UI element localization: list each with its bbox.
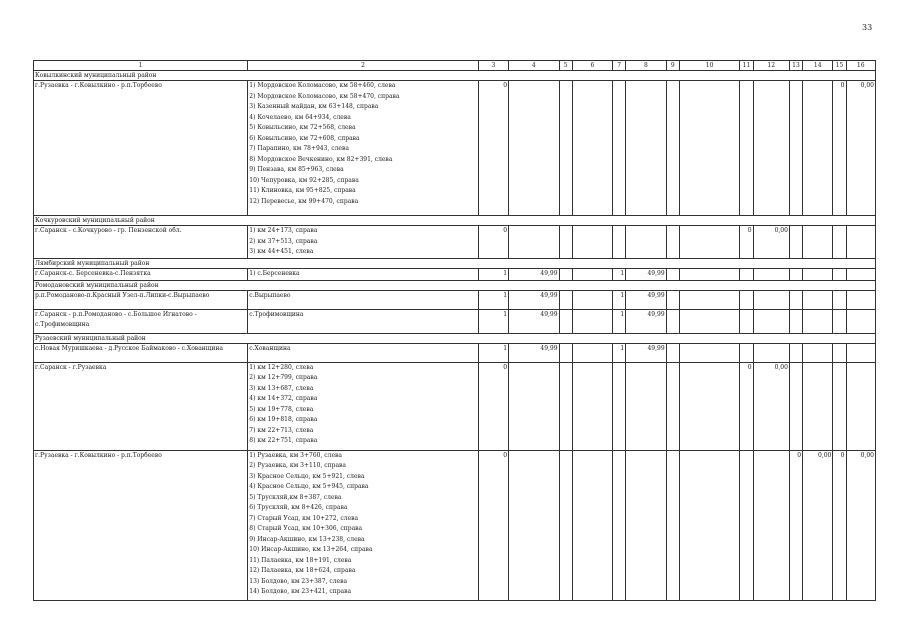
stop-item: 1) Мордовское Коломасово, км 58+460, слева	[249, 82, 396, 89]
value-cell-col16: 0,00	[846, 450, 876, 600]
table-row	[34, 290, 876, 309]
value-cell-col10	[679, 226, 740, 259]
stop-item: 11) Палаевка, км 18+191, слева	[249, 556, 352, 564]
route-cell: г.Рузаевка - г.Ковылкино - р.п.Торбеево	[34, 450, 248, 600]
value-cell-col5	[559, 268, 572, 280]
stop-item: 6) км 19+818, справа	[249, 416, 318, 423]
section-title: Ковылкинский муниципальный район	[34, 71, 876, 81]
column-header: 6	[572, 61, 612, 71]
stop-item: с.Хованщина	[249, 344, 291, 352]
stop-item: 14) Болдово, км 23+421, справа	[249, 588, 352, 595]
column-header: 2	[248, 61, 478, 71]
section-title: Кочкуровский муниципальный район	[34, 216, 876, 226]
value-cell-col8: 49,99	[626, 309, 666, 333]
value-cell-col5	[559, 226, 572, 259]
stop-item: 6) Трускляй, км 8+426, справа	[249, 504, 348, 511]
value-cell-col10	[679, 81, 740, 216]
section-title: Ромодановский муниципальный район	[34, 280, 876, 290]
value-cell-col4	[509, 362, 560, 450]
stop-item: с.Трофимовщина	[249, 310, 304, 318]
column-header: 5	[559, 61, 572, 71]
value-cell-col7: 1	[613, 309, 626, 333]
section-row	[34, 216, 876, 226]
value-cell-col15	[833, 362, 846, 450]
stops-cell	[248, 226, 478, 259]
value-cell-col12	[753, 343, 789, 362]
route-cell: г.Саранск-с. Берсеневка-с.Пензятка	[34, 268, 248, 280]
value-cell-col9	[666, 362, 679, 450]
value-cell-col7	[613, 226, 626, 259]
value-cell-col6	[572, 450, 612, 600]
table-body	[34, 61, 876, 601]
table-row	[34, 226, 876, 259]
value-cell-col14: 0,00	[803, 450, 833, 600]
value-cell-col3: 0	[478, 226, 508, 259]
table-row	[34, 343, 876, 362]
value-cell-col15	[833, 290, 846, 309]
stop-item: 7) Старый Усад, км 10+272, слева	[249, 514, 359, 522]
route-cell: р.п.Ромоданово-п.Красный Узел-п.Липки-с.Вырыпаево	[34, 290, 248, 309]
stop-item: 5) Трускляй,км 8+387, слева	[249, 493, 342, 501]
stop-item: 3) Казенный майдан, км 63+148, справа	[249, 103, 379, 110]
value-cell-col16	[846, 290, 876, 309]
value-cell-col7	[613, 362, 626, 450]
stop-item: 2) км 12+799, справа	[249, 374, 318, 381]
value-cell-col10	[679, 268, 740, 280]
column-header: 8	[626, 61, 666, 71]
header-row	[34, 61, 876, 71]
stop-item: 7) Парапино, км 78+943, слева	[249, 145, 349, 152]
value-cell-col13	[789, 226, 802, 259]
value-cell-col12	[753, 450, 789, 600]
stops-cell	[248, 81, 478, 216]
value-cell-col7	[613, 81, 626, 216]
stop-item: 3) км 44+451, слева	[249, 248, 314, 255]
value-cell-col7: 1	[613, 290, 626, 309]
column-header: 4	[509, 61, 560, 71]
stop-item: 4) Кочелаево, км 64+934, слева	[249, 113, 351, 121]
section-row	[34, 71, 876, 81]
value-cell-col13: 0	[789, 450, 802, 600]
column-header: 15	[833, 61, 846, 71]
value-cell-col4: 49,99	[509, 309, 560, 333]
value-cell-col16: 0,00	[846, 81, 876, 216]
stops-cell	[248, 309, 478, 333]
stop-item: 1) км 24+173, справа	[249, 227, 318, 234]
value-cell-col12	[753, 290, 789, 309]
value-cell-col8	[626, 362, 666, 450]
value-cell-col11	[740, 343, 753, 362]
route-cell: г.Саранск - р.п.Ромоданово - с.Большое Игнатово - с.Трофимовщина	[34, 309, 248, 333]
stop-item: 1) км 12+280, слева	[249, 363, 314, 371]
stops-cell	[248, 450, 478, 600]
value-cell-col6	[572, 362, 612, 450]
value-cell-col5	[559, 81, 572, 216]
value-cell-col3: 1	[478, 309, 508, 333]
value-cell-col9	[666, 309, 679, 333]
stop-item: 1) с.Берсеневка	[249, 269, 300, 277]
value-cell-col13	[789, 309, 802, 333]
stop-item: 2) км 37+513, справа	[249, 237, 318, 245]
value-cell-col14	[803, 290, 833, 309]
value-cell-col10	[679, 362, 740, 450]
stop-item: 5) км 19+778, слева	[249, 405, 314, 413]
value-cell-col6	[572, 309, 612, 333]
value-cell-col11	[740, 268, 753, 280]
route-cell: г.Саранск - г.Рузаевка	[34, 362, 248, 450]
stop-item: 13) Болдово, км 23+387, слева	[249, 577, 348, 585]
value-cell-col8	[626, 450, 666, 600]
column-header: 9	[666, 61, 679, 71]
stop-item: 11) Клиновка, км 95+825, справа	[249, 187, 356, 194]
value-cell-col12: 0,00	[753, 226, 789, 259]
value-cell-col4	[509, 450, 560, 600]
value-cell-col11	[740, 81, 753, 216]
section-title: Рузаевский муниципальный район	[34, 333, 876, 343]
value-cell-col8	[626, 226, 666, 259]
column-header: 16	[846, 61, 876, 71]
stop-item: 10) Инсар-Акшино, км 13+264, справа	[249, 546, 373, 553]
value-cell-col9	[666, 343, 679, 362]
value-cell-col6	[572, 343, 612, 362]
value-cell-col12: 0,00	[753, 362, 789, 450]
value-cell-col14	[803, 309, 833, 333]
stops-cell	[248, 343, 478, 362]
stop-item: 3) Красное Сельцо, км 5+921, слева	[249, 472, 365, 480]
stop-item: 12) Палаевка, км 18+624, справа	[249, 567, 356, 574]
value-cell-col15	[833, 226, 846, 259]
value-cell-col16	[846, 226, 876, 259]
stop-item: 7) км 22+713, слева	[249, 426, 314, 434]
value-cell-col4	[509, 81, 560, 216]
table-row	[34, 268, 876, 280]
value-cell-col11	[740, 290, 753, 309]
value-cell-col3: 0	[478, 362, 508, 450]
stops-cell	[248, 290, 478, 309]
value-cell-col8: 49,99	[626, 290, 666, 309]
value-cell-col14	[803, 226, 833, 259]
value-cell-col11	[740, 309, 753, 333]
value-cell-col8	[626, 81, 666, 216]
table-row	[34, 81, 876, 216]
value-cell-col5	[559, 290, 572, 309]
section-title: Лямбирский муниципальный район	[34, 258, 876, 268]
value-cell-col4: 49,99	[509, 343, 560, 362]
stop-item: 2) Рузаевка, км 3+110, справа	[249, 462, 347, 469]
value-cell-col13	[789, 362, 802, 450]
stops-cell	[248, 362, 478, 450]
value-cell-col15: 0	[833, 450, 846, 600]
value-cell-col13	[789, 81, 802, 216]
value-cell-col8: 49,99	[626, 343, 666, 362]
value-cell-col7	[613, 450, 626, 600]
value-cell-col16	[846, 343, 876, 362]
value-cell-col3: 1	[478, 343, 508, 362]
value-cell-col16	[846, 309, 876, 333]
value-cell-col9	[666, 290, 679, 309]
stop-item: 8) км 22+751, справа	[249, 437, 318, 444]
column-header: 14	[803, 61, 833, 71]
table-row	[34, 450, 876, 600]
value-cell-col10	[679, 290, 740, 309]
value-cell-col3: 0	[478, 450, 508, 600]
value-cell-col13	[789, 268, 802, 280]
value-cell-col12	[753, 81, 789, 216]
stop-item: 6) Ковыльсино, км 72+608, справа	[249, 134, 360, 142]
value-cell-col5	[559, 362, 572, 450]
value-cell-col9	[666, 450, 679, 600]
value-cell-col14	[803, 81, 833, 216]
column-header: 11	[740, 61, 753, 71]
value-cell-col11: 0	[740, 226, 753, 259]
value-cell-col16	[846, 268, 876, 280]
value-cell-col13	[789, 290, 802, 309]
route-cell: г.Саранск - с.Кочкурово - гр. Пензенской обл.	[34, 226, 248, 259]
route-cell: г.Рузаевка - г.Ковылкино - р.п.Торбеево	[34, 81, 248, 216]
value-cell-col4	[509, 226, 560, 259]
column-header: 13	[789, 61, 802, 71]
value-cell-col14	[803, 268, 833, 280]
value-cell-col10	[679, 343, 740, 362]
value-cell-col11: 0	[740, 362, 753, 450]
value-cell-col14	[803, 362, 833, 450]
value-cell-col8: 49,99	[626, 268, 666, 280]
section-row	[34, 258, 876, 268]
stop-item: 12) Перевесье, км 99+470, справа	[249, 197, 359, 205]
value-cell-col4: 49,99	[509, 268, 560, 280]
value-cell-col15	[833, 309, 846, 333]
stop-item: 4) Красное Сельцо, км 5+945, справа	[249, 483, 369, 490]
value-cell-col3: 0	[478, 81, 508, 216]
stop-item: 9) Пензава, км 85+963, слева	[249, 166, 344, 173]
value-cell-col6	[572, 290, 612, 309]
value-cell-col7: 1	[613, 343, 626, 362]
value-cell-col11	[740, 450, 753, 600]
value-cell-col15	[833, 343, 846, 362]
column-header: 12	[753, 61, 789, 71]
value-cell-col5	[559, 450, 572, 600]
page-number: 33	[862, 23, 873, 32]
value-cell-col5	[559, 343, 572, 362]
value-cell-col5	[559, 309, 572, 333]
stop-item: 9) Инсар-Акшино, км 13+238, слева	[249, 535, 365, 543]
table-row	[34, 362, 876, 450]
value-cell-col7: 1	[613, 268, 626, 280]
value-cell-col16	[846, 362, 876, 450]
value-cell-col10	[679, 309, 740, 333]
value-cell-col6	[572, 81, 612, 216]
stop-item: 3) км 13+687, слева	[249, 384, 314, 392]
report-table	[33, 60, 876, 601]
value-cell-col12	[753, 268, 789, 280]
column-header: 1	[34, 61, 248, 71]
value-cell-col13	[789, 343, 802, 362]
stop-item: 8) Мордовское Вечкенино, км 82+391, слева	[249, 155, 393, 163]
column-header: 10	[679, 61, 740, 71]
value-cell-col14	[803, 343, 833, 362]
value-cell-col4: 49,99	[509, 290, 560, 309]
value-cell-col12	[753, 309, 789, 333]
section-row	[34, 333, 876, 343]
stop-item: с.Вырыпаево	[249, 291, 291, 299]
value-cell-col9	[666, 81, 679, 216]
value-cell-col3: 1	[478, 290, 508, 309]
stop-item: 1) Рузаевка, км 3+760, слева	[249, 451, 342, 459]
stop-item: 8) Старый Усад, км 10+306, справа	[249, 525, 363, 532]
table-row	[34, 309, 876, 333]
stops-cell	[248, 268, 478, 280]
value-cell-col10	[679, 450, 740, 600]
value-cell-col15: 0	[833, 81, 846, 216]
stop-item: 4) км 14+372, справа	[249, 395, 318, 402]
value-cell-col3: 1	[478, 268, 508, 280]
column-header: 7	[613, 61, 626, 71]
stop-item: 5) Ковыльсино, км 72+568, слева	[249, 124, 356, 131]
stop-item: 2) Мордовское Коломасово, км 58+470, справа	[249, 92, 400, 100]
value-cell-col6	[572, 226, 612, 259]
section-row	[34, 280, 876, 290]
column-header: 3	[478, 61, 508, 71]
value-cell-col9	[666, 226, 679, 259]
stop-item: 10) Чепуровка, км 92+285, справа	[249, 176, 359, 184]
value-cell-col15	[833, 268, 846, 280]
value-cell-col9	[666, 268, 679, 280]
route-cell: с.Новая Муришкаева - д.Русское Баймаково - с.Хованщина	[34, 343, 248, 362]
value-cell-col6	[572, 268, 612, 280]
